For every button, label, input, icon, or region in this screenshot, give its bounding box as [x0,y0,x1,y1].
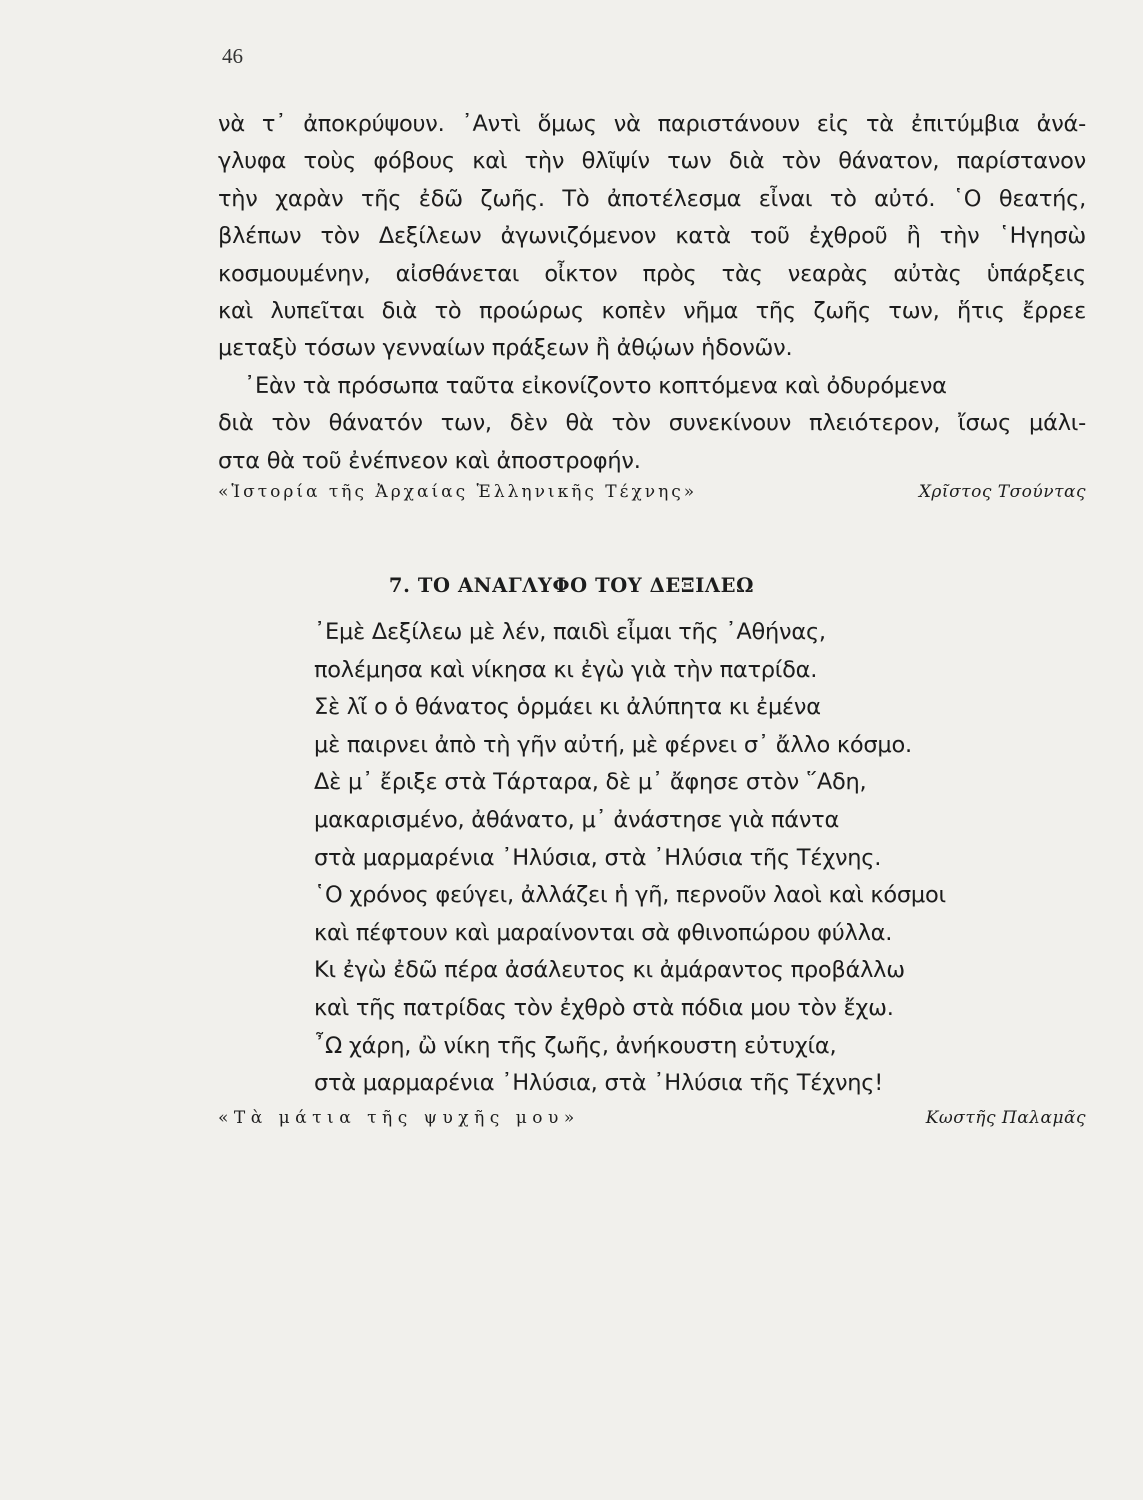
prose-line: κοσμουμένην, αἰσθάνεται οἶκτον πρὸς τὰς νεαρὰς αὐτὰς ὑπάρξεις [218,260,1086,287]
prose-line: τὴν χαρὰν τῆς ἐδῶ ζωῆς. Τὸ ἀποτέλεσμα εἶναι τὸ αὐτό. ῾Ο θεατής, [218,185,1086,212]
citation-source: «Τὰ μάτια τῆς ψυχῆς μου» [218,1108,580,1128]
poem-verse: Κι ἐγὼ ἐδῶ πέρα ἀσάλευτος κι ἀμάραντος προβάλλω [314,957,905,984]
poem-verse: στὰ μαρμαρένια ᾽Ηλύσια, στὰ ᾽Ηλύσια τῆς Τέχνης! [314,1070,884,1097]
citation-palamas [218,1108,1086,1138]
citation-source: «Ἱστορία τῆς Ἀρχαίας Ἑλληνικῆς Τέχνης» [218,482,698,502]
prose-line: καὶ λυπεῖται διὰ τὸ προώρως κοπὲν νῆμα τῆς ζωῆς των, ἥτις ἔρρεε [218,297,1086,324]
poem-verse: ᾽Εμὲ Δεξίλεω μὲ λέν, παιδὶ εἶμαι τῆς ᾽Αθήνας, [314,619,826,645]
page-number: 46 [222,44,243,68]
citation-author: Χρῖστος Τσούντας [918,482,1086,502]
citation-author: Κωστῆς Παλαμᾶς [925,1108,1086,1128]
prose-passage [218,106,1086,480]
prose-line: στα θὰ τοῦ ἐνέπνεον καὶ ἀποστροφήν. [218,447,641,474]
poem [314,614,1034,1103]
poem-verse: μὲ παιρνει ἀπὸ τὴ γῆν αὐτή, μὲ φέρνει σ᾽ ἄλλο κόσμο. [314,731,912,758]
prose-line: βλέπων τὸν Δεξίλεων ἀγωνιζόμενον κατὰ τοῦ ἐχθροῦ ἢ τὴν ῾Ηγησὼ [218,223,1086,250]
poem-verse: καὶ πέφτουν καὶ μαραίνονται σὰ φθινοπώρου φύλλα. [314,919,893,946]
prose-line: μεταξὺ τόσων γενναίων πράξεων ἢ ἀθῴων ἡδονῶν. [218,335,793,362]
prose-line: ᾽Εὰν τὰ πρόσωπα ταῦτα εἰκονίζοντο κοπτόμενα καὶ ὀδυρόμενα [244,372,947,399]
prose-line: νὰ τ᾽ ἀποκρύψουν. ᾽Αντὶ ὅμως νὰ παριστάνουν εἰς τὰ ἐπιτύμβια ἀνά- [218,111,1086,137]
citation-tsountas [218,482,1086,512]
prose-line: γλυφα τοὺς φόβους καὶ τὴν θλῖψίν των διὰ τὸν θάνατον, παρίστανον [218,148,1086,175]
prose-line: διὰ τὸν θάνατόν των, δὲν θὰ τὸν συνεκίνουν πλειότερον, ἴσως μάλι- [218,410,1086,437]
poem-verse: Δὲ μ᾽ ἔριξε στὰ Τάρταρα, δὲ μ᾽ ἄφησε στὸν ῞Αδη, [314,769,867,796]
poem-verse: μακαρισμένο, ἀθάνατο, μ᾽ ἀνάστησε γιὰ πάντα [314,806,840,833]
poem-verse: καὶ τῆς πατρίδας τὸν ἐχθρὸ στὰ πόδια μου τὸν ἔχω. [314,994,894,1021]
poem-verse: πολέμησα καὶ νίκησα κι ἐγὼ γιὰ τὴν πατρίδα. [314,656,818,683]
poem-verse: στὰ μαρμαρένια ᾽Ηλύσια, στὰ ᾽Ηλύσια τῆς Τέχνης. [314,844,882,871]
poem-verse: ῾Ο χρόνος φεύγει, ἀλλάζει ἡ γῆ, περνοῦν λαοὶ καὶ κόσμοι [314,882,946,909]
poem-verse: Σὲ λί͂ ο ὁ θάνατος ὁρμάει κι ἀλύπητα κι ἐμένα [314,694,821,721]
poem-verse: ῏Ω χάρη, ὢ νίκη τῆς ζωῆς, ἀνήκουστη εὐτυχία, [314,1032,837,1059]
poem-title: 7. ΤΟ ΑΝΑΓΛΥΦΟ ΤΟΥ ΔΕΞΙΛΕΩ [388,574,755,597]
